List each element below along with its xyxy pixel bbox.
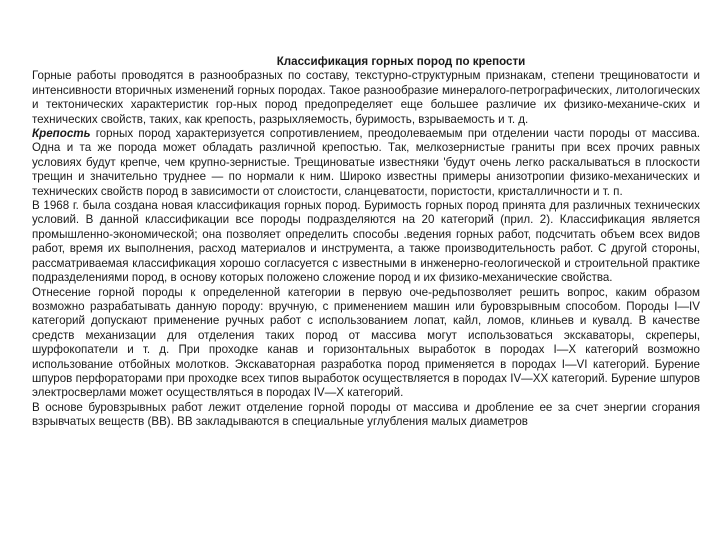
paragraph-3: В 1968 г. была создана новая классификация горных пород. Буримость горных пород принята для различных технических условий. В данной классификации все породы подразделяются на 20 категорий (прил. 2). Классификация является промышленно-экономической; она позволяет определить способы .ведения горных работ, подсчитать объем всех видов работ, время их выполнения, расход материалов и инструмента, а также производительность работ. С другой стороны, рассматриваемая классификация хорошо согласуется с известными в инженерно-геологической и строительной практике подразделениями пород, в основу которых положено сложение пород и их физико-механические свойства.: [32, 199, 700, 285]
document-body: [32, 55, 700, 430]
paragraph-1: Горные работы проводятся в разнообразных по составу, текстурно-структурным признакам, степени трещиноватости и интенсивности вторичных изменений горных породах. Такое разнообразие минералого-петрографических, литологических и тектонических характеристик гор-ных пород предопределяет еще большее различие их физико-механиче-ских и технических свойств, таких, как крепость, разрыхляемость, буримость, взрываемость и т. д.: [32, 69, 700, 126]
document-title: Классификация горных пород по крепости: [276, 55, 526, 68]
paragraph-5: В основе буровзрывных работ лежит отделение горной породы от массива и дробление ее за счет энергии сгорания взрывчатых веществ (ВВ). ВВ закладываются в специальные углубления малых диаметров: [32, 400, 700, 429]
paragraph-2: [32, 127, 700, 199]
paragraph-4: Отнесение горной породы к определенной категории в первую оче-редьпозволяет решить вопрос, каким образом возможно разрабатывать данную породу: вручную, с применением машин или буровзрывным способом. Породы I—IV категорий допускают применение ручных работ с использованием лопат, кайл, ломов, клиньев и кувалд. В качестве средств механизации для отделения таких пород от массива могут использоваться экскаваторы, скреперы, шурфокопатели и т. д. При проходке канав и горизонтальных выработок в породах I—X категорий возможно использование отбойных молотков. Экскаваторная разработка пород применяется в породах I—VI категорий. Бурение шпуров перфораторами при проходке всех типов выработок осуществляется в породах IV—XX категорий. Бурение шпуров электросверлами может осуществляться в породах IV—X категорий.: [32, 285, 700, 400]
paragraph-2-text: горных пород характеризуется сопротивлением, преодолеваемым при отделении части породы от массива. Одна и та же порода может обладать различной крепостью. Так, мелкозернистые граниты при всех прочих равных условиях будут крепче, чем крупно-зернистые. Трещиноватые известняки 'будут очень легко раскалываться в плоскости трещин и значительно труднее — по нормали к ним. Широко известны примеры анизотропии физико-механических и технических свойств пород в зависимости от слоистости, сланцеватости, пористости, кристалличности и т. п.: [32, 127, 700, 198]
term-strength: Крепость: [32, 127, 91, 141]
